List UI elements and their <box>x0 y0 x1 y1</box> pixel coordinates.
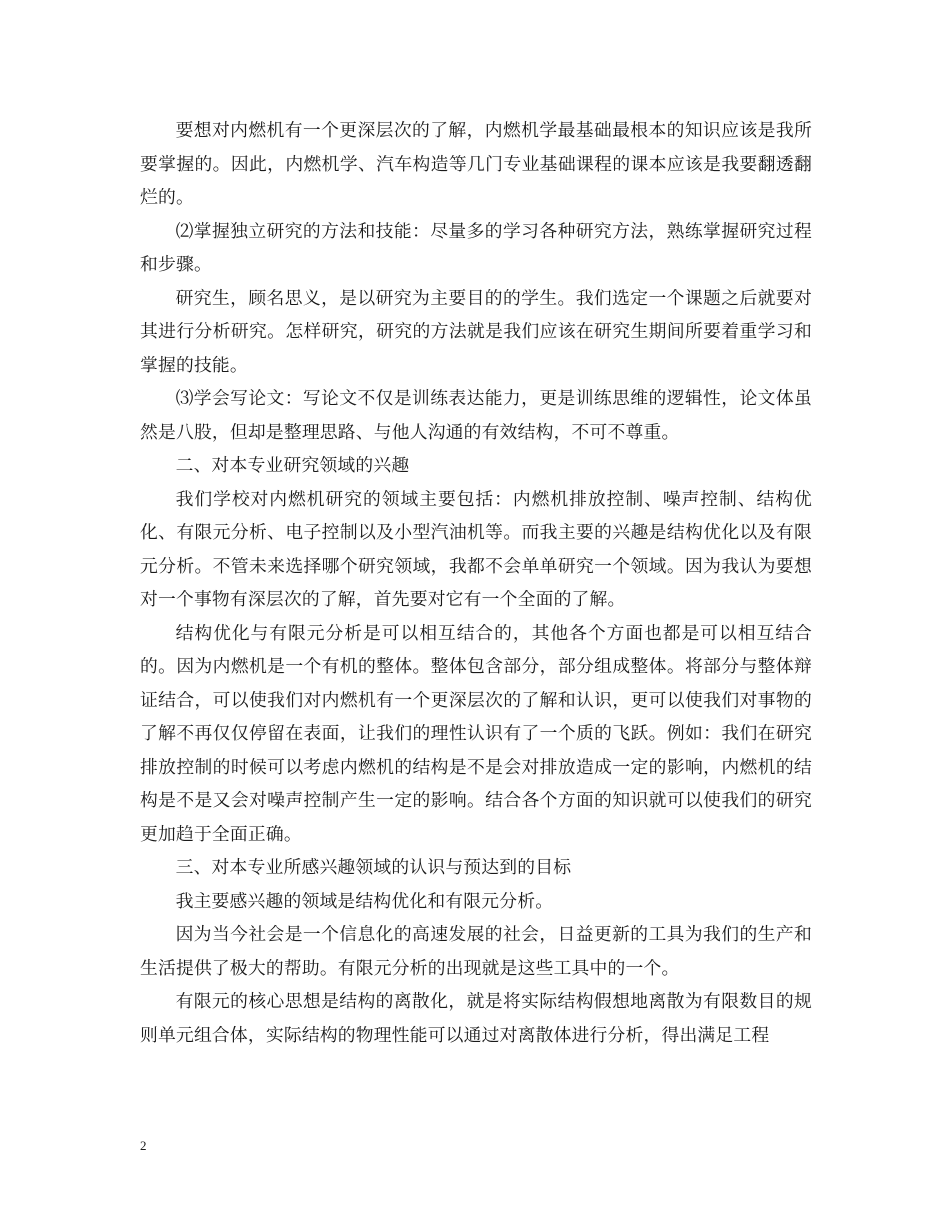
page-number: 2 <box>140 1138 147 1153</box>
section-heading: 二、对本专业研究领域的兴趣 <box>175 455 410 476</box>
body-text <box>140 114 812 1052</box>
paragraph: 有限元的核心思想是结构的离散化，就是将实际结构假想地离散为有限数目的规则单元组合体，实际结构的物理性能可以通过对离散体进行分析，得出满足工程 <box>140 991 812 1046</box>
section-heading: 三、对本专业所感兴趣领域的认识与预达到的目标 <box>175 857 572 878</box>
paragraph: 因为当今社会是一个信息化的高速发展的社会，日益更新的工具为我们的生产和生活提供了极大的帮助。有限元分析的出现就是这些工具中的一个。 <box>140 924 812 979</box>
paragraph: 我们学校对内燃机研究的领域主要包括：内燃机排放控制、噪声控制、结构优化、有限元分析、电子控制以及小型汽油机等。而我主要的兴趣是结构优化以及有限元分析。不管未来选择哪个研究领域，我都不会单单研究一个领域。因为我认为要想对一个事物有深层次的了解，首先要对它有一个全面的了解。 <box>140 488 812 610</box>
paragraph: 结构优化与有限元分析是可以相互结合的，其他各个方面也都是可以相互结合的。因为内燃机是一个有机的整体。整体包含部分，部分组成整体。将部分与整体辩证结合，可以使我们对内燃机有一个更深层次的了解和认识，更可以使我们对事物的了解不再仅仅停留在表面，让我们的理性认识有了一个质的飞跃。例如：我们在研究排放控制的时候可以考虑内燃机的结构是不是会对排放造成一定的影响，内燃机的结构是不是又会对噪声控制产生一定的影响。结合各个方面的知识就可以使我们的研究更加趋于全面正确。 <box>140 622 812 845</box>
list-item-paragraph: ⑵掌握独立研究的方法和技能：尽量多的学习各种研究方法，熟练掌握研究过程和步骤。 <box>140 220 812 275</box>
paragraph: 研究生，顾名思义，是以研究为主要目的的学生。我们选定一个课题之后就要对其进行分析研究。怎样研究，研究的方法就是我们应该在研究生期间所要着重学习和掌握的技能。 <box>140 287 812 376</box>
paragraph: 要想对内燃机有一个更深层次的了解，内燃机学最基础最根本的知识应该是我所要掌握的。因此，内燃机学、汽车构造等几门专业基础课程的课本应该是我要翻透翻烂的。 <box>140 120 812 208</box>
paragraph: 我主要感兴趣的领域是结构优化和有限元分析。 <box>175 890 554 912</box>
list-item-paragraph: ⑶学会写论文：写论文不仅是训练表达能力，更是训练思维的逻辑性，论文体虽然是八股，但却是整理思路、与他人沟通的有效结构，不可不尊重。 <box>140 388 812 443</box>
